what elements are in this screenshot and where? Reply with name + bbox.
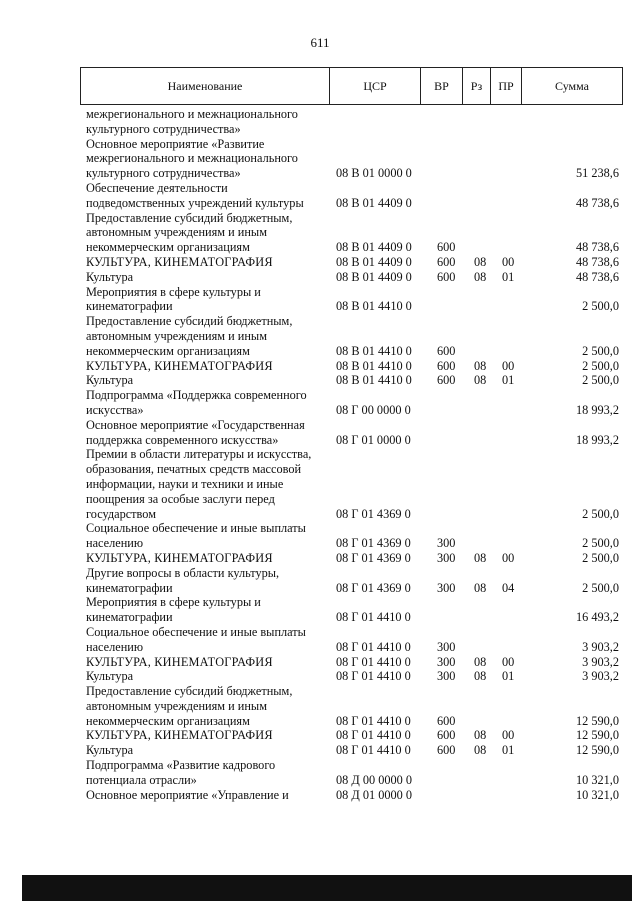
row-rz: 08 — [474, 550, 487, 565]
table-row — [0, 595, 640, 625]
row-sum: 2 500,0 — [582, 299, 619, 314]
table-row — [0, 758, 640, 788]
row-csr: 08 Г 01 4410 0 — [336, 654, 411, 669]
row-sum: 2 500,0 — [582, 506, 619, 521]
row-sum: 2 500,0 — [582, 373, 619, 388]
table-row — [0, 137, 640, 181]
row-csr: 08 В 01 4410 0 — [336, 343, 412, 358]
row-pr: 00 — [502, 550, 515, 565]
row-sum: 51 238,6 — [575, 166, 619, 181]
row-csr: 08 В 01 4409 0 — [336, 254, 412, 269]
row-name: Премии в области литературы и искусства, образования, печатных средств массовой информации, науки и техники и иные поощрения за особые заслуги перед государством — [86, 447, 312, 521]
row-vr: 600 — [437, 343, 456, 358]
row-name: Предоставление субсидий бюджетным, автономным учреждениям и иным некоммерческим организациям — [86, 314, 293, 358]
row-name: КУЛЬТУРА, КИНЕМАТОГРАФИЯ — [86, 728, 273, 743]
table-row — [0, 255, 640, 270]
row-rz: 08 — [474, 373, 487, 388]
row-csr: 08 В 01 4410 0 — [336, 373, 412, 388]
budget-table-body — [0, 107, 640, 802]
row-sum: 2 500,0 — [582, 343, 619, 358]
row-rz: 08 — [474, 358, 487, 373]
row-name: межрегионального и межнационального культурного сотрудничества» — [86, 107, 298, 136]
row-name: Основное мероприятие «Государственная поддержка современного искусства» — [86, 417, 305, 447]
row-csr: 08 Г 01 4410 0 — [336, 639, 411, 654]
header-pr: ПР — [491, 68, 522, 104]
row-name: КУЛЬТУРА, КИНЕМАТОГРАФИЯ — [86, 358, 273, 373]
row-csr: 08 Г 01 4410 0 — [336, 610, 411, 625]
row-name: Основное мероприятие «Управление и — [86, 787, 289, 802]
row-vr: 600 — [437, 254, 456, 269]
row-pr: 00 — [502, 358, 515, 373]
table-row — [0, 669, 640, 684]
table-row — [0, 373, 640, 388]
row-csr: 08 Г 01 4369 0 — [336, 550, 411, 565]
table-row — [0, 181, 640, 211]
row-name: Социальное обеспечение и иные выплаты населению — [86, 521, 306, 551]
row-name: Культура — [86, 269, 134, 284]
table-row — [0, 566, 640, 596]
row-name: Культура — [86, 373, 134, 388]
header-name: Наименование — [81, 68, 330, 104]
row-vr: 600 — [437, 713, 456, 728]
row-sum: 48 738,6 — [575, 195, 619, 210]
row-rz: 08 — [474, 269, 487, 284]
row-vr: 300 — [437, 536, 456, 551]
row-vr: 300 — [437, 654, 456, 669]
row-csr: 08 В 01 0000 0 — [336, 166, 412, 181]
row-name: Культура — [86, 669, 134, 684]
row-name: Предоставление субсидий бюджетным, автономным учреждениям и иным некоммерческим организациям — [86, 210, 293, 255]
row-csr: 08 Г 00 0000 0 — [336, 402, 411, 417]
row-sum: 10 321,0 — [575, 772, 619, 787]
table-row — [0, 107, 640, 137]
row-name: КУЛЬТУРА, КИНЕМАТОГРАФИЯ — [86, 550, 273, 565]
row-name: Подпрограмма «Развитие кадрового потенциала отрасли» — [86, 758, 276, 787]
row-name: Обеспечение деятельности подведомственных учреждений культуры — [86, 180, 304, 210]
table-row — [0, 728, 640, 743]
row-rz: 08 — [474, 743, 487, 758]
row-csr: 08 Г 01 4410 0 — [336, 728, 411, 743]
row-pr: 00 — [502, 654, 515, 669]
row-vr: 600 — [437, 269, 456, 284]
row-pr: 00 — [502, 728, 515, 743]
table-row — [0, 418, 640, 448]
row-sum: 12 590,0 — [575, 713, 619, 728]
row-sum: 3 903,2 — [582, 639, 619, 654]
row-pr: 00 — [502, 254, 515, 269]
header-rz: Рз — [463, 68, 491, 104]
table-row — [0, 388, 640, 418]
row-name: Культура — [86, 743, 134, 758]
row-vr: 600 — [437, 728, 456, 743]
row-pr: 01 — [502, 269, 515, 284]
table-row — [0, 211, 640, 255]
row-csr: 08 Г 01 4369 0 — [336, 536, 411, 551]
row-vr: 600 — [437, 373, 456, 388]
row-sum: 18 993,2 — [575, 402, 619, 417]
table-row — [0, 655, 640, 670]
row-sum: 2 500,0 — [582, 550, 619, 565]
row-name: Мероприятия в сфере культуры и кинематографии — [86, 595, 261, 625]
row-sum: 3 903,2 — [582, 669, 619, 684]
row-sum: 48 738,6 — [575, 254, 619, 269]
row-csr: 08 Г 01 4410 0 — [336, 713, 411, 728]
row-csr: 08 Д 00 0000 0 — [336, 772, 413, 787]
row-csr: 08 Г 01 4369 0 — [336, 580, 411, 595]
row-sum: 48 738,6 — [575, 269, 619, 284]
row-pr: 01 — [502, 669, 515, 684]
row-vr: 600 — [437, 358, 456, 373]
row-rz: 08 — [474, 254, 487, 269]
header-sum: Сумма — [555, 79, 589, 93]
row-rz: 08 — [474, 669, 487, 684]
row-sum: 18 993,2 — [575, 432, 619, 447]
row-rz: 08 — [474, 728, 487, 743]
table-row — [0, 270, 640, 285]
row-name: КУЛЬТУРА, КИНЕМАТОГРАФИЯ — [86, 654, 273, 669]
row-name: Предоставление субсидий бюджетным, автономным учреждениям и иным некоммерческим организациям — [86, 684, 293, 728]
row-csr: 08 Д 01 0000 0 — [336, 787, 413, 802]
table-row — [0, 359, 640, 374]
table-row — [0, 684, 640, 728]
row-vr: 300 — [437, 669, 456, 684]
row-csr: 08 Г 01 4410 0 — [336, 743, 411, 758]
row-sum: 3 903,2 — [582, 654, 619, 669]
row-sum: 12 590,0 — [575, 728, 619, 743]
row-csr: 08 В 01 4410 0 — [336, 299, 412, 314]
row-sum: 2 500,0 — [582, 536, 619, 551]
page-number: 611 — [310, 35, 330, 50]
row-name: Мероприятия в сфере культуры и кинематографии — [86, 284, 261, 314]
row-csr: 08 В 01 4409 0 — [336, 240, 412, 255]
row-sum: 2 500,0 — [582, 358, 619, 373]
row-name: Основное мероприятие «Развитие межрегионального и межнационального культурного сотрудничества» — [86, 136, 298, 181]
row-rz: 08 — [474, 580, 487, 595]
header-csr: ЦСР — [330, 68, 421, 104]
table-row — [0, 447, 640, 521]
row-name: Подпрограмма «Поддержка современного искусства» — [86, 388, 307, 417]
row-sum: 16 493,2 — [575, 610, 619, 625]
row-pr: 04 — [502, 580, 515, 595]
table-row — [0, 521, 640, 551]
row-csr: 08 В 01 4409 0 — [336, 195, 412, 210]
header-vr: ВР — [421, 68, 463, 104]
row-sum: 12 590,0 — [575, 743, 619, 758]
row-vr: 300 — [437, 639, 456, 654]
row-csr: 08 В 01 4410 0 — [336, 358, 412, 373]
row-vr: 300 — [437, 580, 456, 595]
row-csr: 08 В 01 4409 0 — [336, 269, 412, 284]
row-vr: 600 — [437, 240, 456, 255]
table-row — [0, 285, 640, 315]
row-rz: 08 — [474, 654, 487, 669]
row-csr: 08 Г 01 0000 0 — [336, 432, 411, 447]
table-row — [0, 788, 640, 803]
row-pr: 01 — [502, 373, 515, 388]
row-vr: 600 — [437, 743, 456, 758]
scan-border — [22, 875, 632, 901]
table-row — [0, 551, 640, 566]
table-row — [0, 625, 640, 655]
row-name: Другие вопросы в области культуры, кинематографии — [86, 565, 280, 595]
row-sum: 2 500,0 — [582, 580, 619, 595]
table-row — [0, 743, 640, 758]
row-sum: 48 738,6 — [575, 240, 619, 255]
row-sum: 10 321,0 — [575, 787, 619, 802]
table-row — [0, 314, 640, 358]
row-csr: 08 Г 01 4410 0 — [336, 669, 411, 684]
row-pr: 01 — [502, 743, 515, 758]
row-vr: 300 — [437, 550, 456, 565]
row-name: КУЛЬТУРА, КИНЕМАТОГРАФИЯ — [86, 254, 273, 269]
row-csr: 08 Г 01 4369 0 — [336, 506, 411, 521]
row-name: Социальное обеспечение и иные выплаты населению — [86, 624, 306, 654]
table-header — [80, 67, 623, 105]
